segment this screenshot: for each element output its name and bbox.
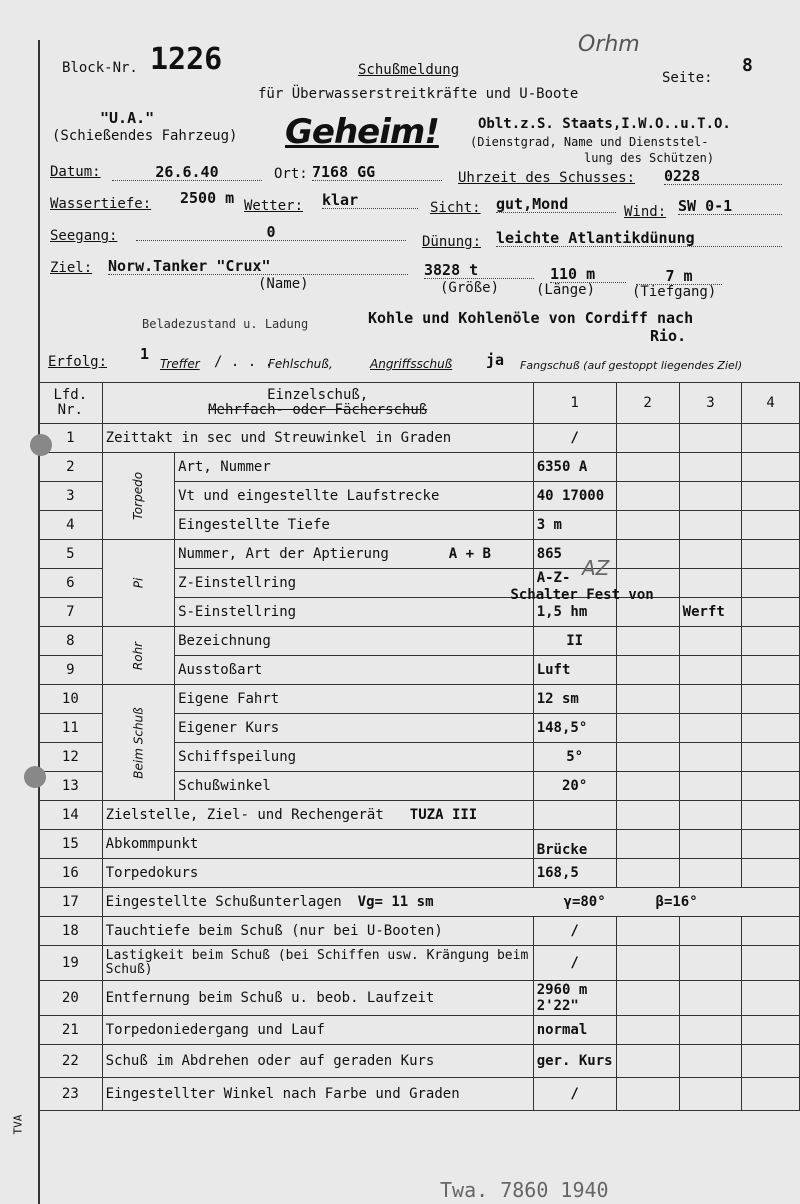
row-label: Torpedokurs — [102, 859, 533, 888]
block-number: 1226 — [150, 42, 223, 77]
row-label: Art, Nummer — [175, 453, 534, 482]
document-sheet: Block-Nr. 1226 Schußmeldung für Überwasserstreitkräfte und U-Boote Orhm Seite: 8 "U.A." (Schießendes Fahrzeug) Geheim! Oblt.z.S. Staats,I.W.O..u.T.O. (Dienstgrad, Name und Dienststel- lung des Schützen) Datum: 26.6.40 Ort: 7168 GG Uhrzeit des Schusses: 0228 Wassertiefe: 2500 m Wetter: klar Sicht: gut,Mond Wind: SW 0-1 Seegang: 0 Dünung: leichte Atlantikdünung Ziel: Norw.Tanker "Crux" (Name) 3828 t (Größe) 110 m (Länge) 7 m (Tiefgang) Beladezustand u. Ladung Kohle und Kohlenöle von Cordiff nach Rio. Erfolg: 1 Treffer / . . . Fehlschuß, Angriffsschuß ja Fangschuß (auf gestoppt liegendes Ziel) Lfd. Nr. Einzelschuß, Mehrfach- oder Fächerschuß 1 2 3 4 1 Zeittakt in sec und Streuwinkel in Graden / 2 Torpedo Art, Nummer 6350 A 3 Vt und eingestellte Laufstrecke 40 17000 4 Eingestellte Tiefe 3 m 5 Pi Nummer, Art der Aptierung A + B 865 6 Z-Einstellring A-Z- Schalter Fest von 7 S-Einstellring 1,5 hm Werft 8 Rohr Bezeichnung II 9 Ausstoßart Luft 10 Beim Schuß Eigene Fahrt 12 sm 11 Eigener Kurs 148,5° 12 Schiffspeilung 5° 13 Schußwinkel 20° 14 Zielstelle, Ziel- und Rechengerät TUZA III 15 Abkommpunkt Brücke 16 Torpedokurs 168,5 17 Eingestellte Schußunterlagen Vg= 11 sm γ=80° β=16° 18 Tauchtiefe beim Schuß (nur bei U-Booten) / 19 Lastigkeit beim Schuß (bei Schiffen usw. Krängung beim Schuß) / 20 Entfernung beim Schuß u. beob. Laufzeit 2960 m 2'22" 21 Torpedoniedergang und Lauf normal 22 Schuß im Abdrehen oder auf geraden Kurs ger. Kurs 23 Eingestellter Winkel nach Farbe und Graden / AZ TVA Twa. 7860 1940 — [0, 0, 800, 1204]
row-label: Vt und eingestellte Laufstrecke — [175, 482, 534, 511]
row-value: 5° — [533, 743, 616, 772]
row-value: 148,5° — [533, 714, 616, 743]
row-value: 1,5 hm — [533, 598, 616, 627]
angriffsschuss-label: Angriffsschuß — [370, 357, 453, 371]
ladung-value-2: Rio. — [650, 327, 687, 345]
col-4-header: 4 — [742, 383, 800, 424]
row7-note: Werft — [679, 598, 742, 627]
row-label: Tauchtiefe beim Schuß (nur bei U-Booten) — [102, 917, 533, 946]
row-label: Schußwinkel — [175, 772, 534, 801]
row-nr: 23 — [39, 1078, 103, 1111]
datum-value: 26.6.40 — [112, 164, 262, 181]
row-label: Zeittakt in sec und Streuwinkel in Graden — [102, 424, 533, 453]
punch-hole — [30, 434, 52, 456]
ladung-label: Beladezustand u. Ladung — [142, 317, 309, 331]
col-3-header: 3 — [679, 383, 742, 424]
row-label: Abkommpunkt — [102, 830, 533, 859]
row-nr: 20 — [39, 981, 103, 1016]
row-label: Eigener Kurs — [175, 714, 534, 743]
row-value: / — [533, 424, 616, 453]
row-label: Schuß im Abdrehen oder auf geraden Kurs — [102, 1045, 533, 1078]
col-2-header: 2 — [616, 383, 679, 424]
row-nr: 5 — [39, 540, 103, 569]
ziel-name-label: (Name) — [258, 276, 309, 292]
row-nr: 6 — [39, 569, 103, 598]
row-value: / — [533, 917, 616, 946]
row-value: II — [533, 627, 616, 656]
group-beim-schuss: Beim Schuß — [102, 685, 174, 801]
ladung-value-1: Kohle und Kohlenöle von Cordiff nach — [368, 309, 694, 327]
row-value: 2960 m 2'22" — [533, 981, 616, 1016]
ort-label: Ort: — [274, 166, 308, 182]
shot-table — [38, 382, 800, 1111]
row-label: Z-Einstellring — [175, 569, 534, 598]
row-label: Eingestellter Winkel nach Farbe und Graden — [102, 1078, 533, 1111]
row-value: A-Z- Schalter Fest von — [510, 570, 654, 603]
row-nr: 3 — [39, 482, 103, 511]
wind-value: SW 0-1 — [678, 198, 782, 215]
row-label: Nummer, Art der Aptierung A + B — [175, 540, 534, 569]
uhrzeit-value: 0228 — [664, 168, 782, 185]
row-label: Bezeichnung — [175, 627, 534, 656]
row-nr: 4 — [39, 511, 103, 540]
seegang-value: 0 — [136, 224, 406, 241]
row-label: Eigene Fahrt — [175, 685, 534, 714]
row-value: 40 17000 — [533, 482, 616, 511]
row-label: Eingestellte Schußunterlagen Vg= 11 sm γ=80° β=16° — [102, 888, 799, 917]
row6-note: Schalter Fest von — [510, 587, 654, 603]
group-rohr: Rohr — [102, 627, 174, 685]
wassertiefe-label: Wassertiefe: — [50, 196, 152, 212]
row-nr: 14 — [39, 801, 103, 830]
shooter-label-1: (Dienstgrad, Name und Dienststel- — [470, 135, 709, 149]
row-nr: 22 — [39, 1045, 103, 1078]
row-nr: 21 — [39, 1016, 103, 1045]
row-nr: 10 — [39, 685, 103, 714]
row-label: S-Einstellring — [175, 598, 534, 627]
vessel-value: "U.A." — [100, 109, 155, 127]
wind-label: Wind: — [624, 204, 667, 220]
row-nr: 11 — [39, 714, 103, 743]
row-nr: 19 — [39, 946, 103, 981]
row-value: 865 — [533, 540, 616, 569]
vessel-label: (Schießendes Fahrzeug) — [52, 128, 238, 144]
seegang-label: Seegang: — [50, 228, 118, 244]
row-nr: 16 — [39, 859, 103, 888]
col-lfd-nr: Lfd. Nr. — [39, 383, 103, 424]
side-mark: TVA — [11, 1114, 25, 1135]
row-value: 12 sm — [533, 685, 616, 714]
row-label: Entfernung beim Schuß u. beob. Laufzeit — [102, 981, 533, 1016]
ziel-label: Ziel: — [50, 260, 93, 276]
row-nr: 12 — [39, 743, 103, 772]
erfolg-value: 1 — [140, 345, 150, 363]
datum-label: Datum: — [50, 164, 101, 180]
erfolg-label: Erfolg: — [48, 354, 108, 370]
punch-hole — [24, 766, 46, 788]
duenung-label: Dünung: — [422, 234, 482, 250]
az-handwritten-note: AZ — [582, 556, 610, 580]
row-nr: 1 — [39, 424, 103, 453]
wassertiefe-value: 2500 m — [180, 189, 235, 207]
tiefgang-value: 7 m — [636, 268, 722, 285]
groesse-value: 3828 t — [424, 262, 534, 279]
row-value: ger. Kurs — [533, 1045, 616, 1078]
sicht-label: Sicht: — [430, 200, 481, 216]
duenung-value: leichte Atlantikdünung — [496, 230, 782, 247]
group-pi: Pi — [102, 540, 174, 627]
row-label: Schiffspeilung — [175, 743, 534, 772]
laenge-value: 110 m — [550, 266, 626, 283]
shooter-label-2: lung des Schützen) — [584, 151, 715, 165]
sicht-value: gut,Mond — [496, 196, 616, 213]
row-nr: 8 — [39, 627, 103, 656]
row-value: / — [533, 946, 616, 981]
row-label: Eingestellte Tiefe — [175, 511, 534, 540]
fangschuss-label: Fangschuß (auf gestoppt liegendes Ziel) — [520, 359, 743, 372]
fehlschuss-label: Fehlschuß, — [268, 357, 333, 371]
row-nr: 13 — [39, 772, 103, 801]
row-label: Lastigkeit beim Schuß (bei Schiffen usw. Krängung beim Schuß) — [102, 946, 533, 981]
ziel-value: Norw.Tanker "Crux" — [108, 258, 408, 275]
row-value: 20° — [533, 772, 616, 801]
row-value: 6350 A — [533, 453, 616, 482]
footer-stamp: Twa. 7860 1940 — [440, 1178, 609, 1202]
row-value: Luft — [533, 656, 616, 685]
row-label: Ausstoßart — [175, 656, 534, 685]
ort-value: 7168 GG — [312, 164, 442, 181]
wetter-label: Wetter: — [244, 198, 304, 214]
group-torpedo: Torpedo — [102, 453, 174, 540]
form-subtitle: für Überwasserstreitkräfte und U-Boote — [258, 86, 579, 102]
row-nr: 2 — [39, 453, 103, 482]
block-label: Block-Nr. — [62, 60, 138, 76]
laenge-label: (Länge) — [536, 282, 596, 298]
seite-value: 8 — [742, 55, 753, 76]
shooter-value: Oblt.z.S. Staats,I.W.O..u.T.O. — [478, 116, 731, 132]
row-nr: 17 — [39, 888, 103, 917]
col-title: Einzelschuß, Mehrfach- oder Fächerschuß — [102, 383, 533, 424]
groesse-label: (Größe) — [440, 280, 500, 296]
row-value: 168,5 — [533, 859, 616, 888]
row-label: Torpedoniedergang und Lauf — [102, 1016, 533, 1045]
angriffsschuss-value: ja — [486, 351, 505, 369]
row-nr: 18 — [39, 917, 103, 946]
row-value: normal — [533, 1016, 616, 1045]
geheim-stamp: Geheim! — [285, 112, 439, 152]
row-nr: 9 — [39, 656, 103, 685]
initials-handwritten: Orhm — [578, 32, 640, 57]
row-nr: 7 — [39, 598, 103, 627]
row-value: 3 m — [533, 511, 616, 540]
wetter-value: klar — [322, 192, 418, 209]
col-1-header: 1 — [533, 383, 616, 424]
uhrzeit-label: Uhrzeit des Schusses: — [458, 170, 636, 186]
tiefgang-label: (Tiefgang) — [632, 284, 717, 300]
row-label: Zielstelle, Ziel- und Rechengerät TUZA III — [102, 801, 533, 830]
row-value: / — [533, 1078, 616, 1111]
row-value: Brücke — [533, 830, 616, 859]
seite-label: Seite: — [662, 70, 713, 86]
row-nr: 15 — [39, 830, 103, 859]
form-title: Schußmeldung — [358, 62, 460, 78]
treffer-label: Treffer — [160, 357, 200, 371]
